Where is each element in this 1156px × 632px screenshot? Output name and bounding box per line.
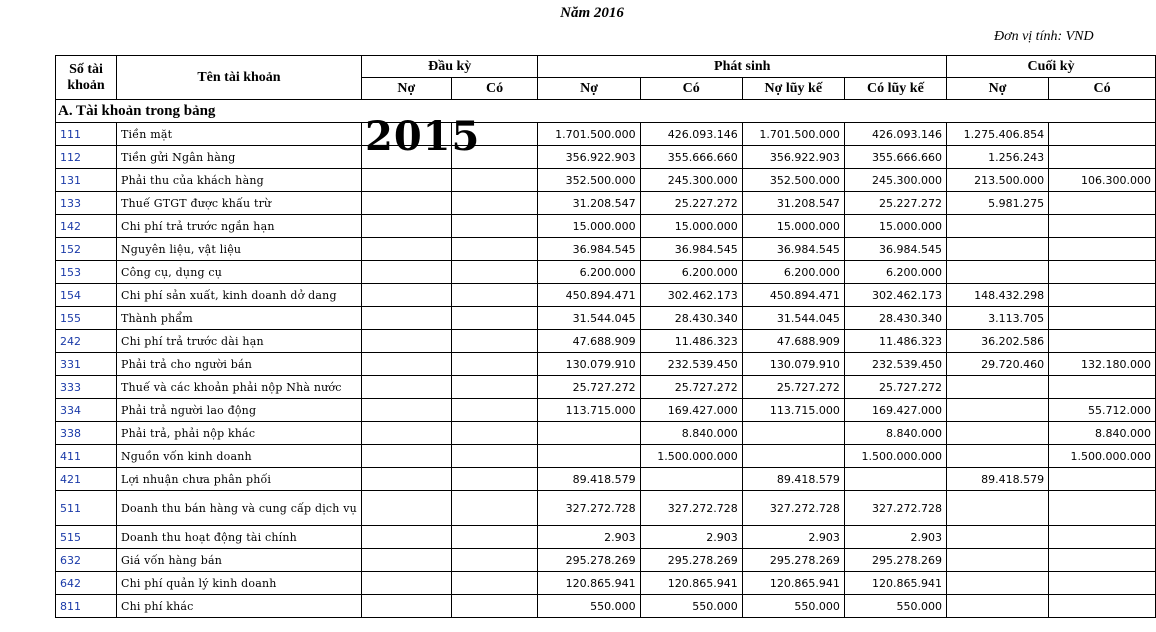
- account-code-link[interactable]: 421: [56, 468, 117, 491]
- amount-ps-no-lk: 1.701.500.000: [742, 123, 844, 146]
- amount-ck-co: [1049, 238, 1156, 261]
- amount-dk-co: [451, 261, 538, 284]
- header-account-no: Số tài khoản: [56, 56, 117, 100]
- table-body: [56, 100, 1156, 618]
- amount-ck-no: [946, 215, 1048, 238]
- amount-dk-co: [451, 399, 538, 422]
- amount-ps-co-lk: 120.865.941: [844, 572, 946, 595]
- amount-ck-co: 8.840.000: [1049, 422, 1156, 445]
- amount-ps-co: [640, 468, 742, 491]
- amount-ps-co: 327.272.728: [640, 491, 742, 526]
- amount-ps-co-lk: 8.840.000: [844, 422, 946, 445]
- amount-ps-no: 89.418.579: [538, 468, 640, 491]
- account-name: Thuế GTGT được khấu trừ: [116, 192, 361, 215]
- amount-dk-no: [361, 468, 451, 491]
- amount-ps-co: 6.200.000: [640, 261, 742, 284]
- amount-ck-co: [1049, 330, 1156, 353]
- table-row: [56, 192, 1156, 215]
- amount-ps-co: 295.278.269: [640, 549, 742, 572]
- account-code-link[interactable]: 242: [56, 330, 117, 353]
- header-closing-credit: Có: [1049, 78, 1156, 100]
- amount-ps-co-lk: 11.486.323: [844, 330, 946, 353]
- amount-ps-co-lk: 232.539.450: [844, 353, 946, 376]
- amount-ck-co: [1049, 491, 1156, 526]
- amount-ps-no: 25.727.272: [538, 376, 640, 399]
- amount-ck-co: [1049, 468, 1156, 491]
- account-code-link[interactable]: 111: [56, 123, 117, 146]
- amount-ps-no-lk: 25.727.272: [742, 376, 844, 399]
- amount-ps-no: 113.715.000: [538, 399, 640, 422]
- account-code-link[interactable]: 632: [56, 549, 117, 572]
- amount-ps-co: 355.666.660: [640, 146, 742, 169]
- amount-ck-no: 36.202.586: [946, 330, 1048, 353]
- amount-dk-no: [361, 238, 451, 261]
- amount-dk-co: [451, 468, 538, 491]
- amount-ps-co-lk: 6.200.000: [844, 261, 946, 284]
- amount-ps-no: 1.701.500.000: [538, 123, 640, 146]
- amount-ps-co-lk: 15.000.000: [844, 215, 946, 238]
- amount-ps-no: 130.079.910: [538, 353, 640, 376]
- amount-ps-co-lk: 295.278.269: [844, 549, 946, 572]
- amount-ps-co: 302.462.173: [640, 284, 742, 307]
- header-cumulative-credit: Có lũy kế: [844, 78, 946, 100]
- amount-ps-no: 356.922.903: [538, 146, 640, 169]
- amount-ck-no: [946, 376, 1048, 399]
- amount-ck-co: [1049, 526, 1156, 549]
- amount-ps-no-lk: 295.278.269: [742, 549, 844, 572]
- report-year: Năm 2016: [560, 5, 624, 21]
- amount-ck-no: 89.418.579: [946, 468, 1048, 491]
- amount-ck-co: 132.180.000: [1049, 353, 1156, 376]
- amount-ps-co-lk: 550.000: [844, 595, 946, 618]
- amount-ps-co-lk: 327.272.728: [844, 491, 946, 526]
- amount-ck-no: [946, 549, 1048, 572]
- account-name: Chi phí quản lý kinh doanh: [116, 572, 361, 595]
- amount-ps-no-lk: 31.208.547: [742, 192, 844, 215]
- trial-balance-table: [55, 55, 1156, 618]
- account-name: Nguồn vốn kinh doanh: [116, 445, 361, 468]
- amount-ps-co-lk: [844, 468, 946, 491]
- table-row: [56, 572, 1156, 595]
- table-row: [56, 595, 1156, 618]
- amount-ps-no-lk: 31.544.045: [742, 307, 844, 330]
- amount-dk-no: [361, 307, 451, 330]
- account-code-link[interactable]: 133: [56, 192, 117, 215]
- amount-dk-co: [451, 445, 538, 468]
- amount-ps-co-lk: 36.984.545: [844, 238, 946, 261]
- amount-ck-no: 3.113.705: [946, 307, 1048, 330]
- amount-ps-no: [538, 445, 640, 468]
- amount-ps-no-lk: 113.715.000: [742, 399, 844, 422]
- amount-ps-co-lk: 1.500.000.000: [844, 445, 946, 468]
- account-name: Giá vốn hàng bán: [116, 549, 361, 572]
- amount-dk-co: [451, 238, 538, 261]
- amount-dk-co: [451, 422, 538, 445]
- amount-ps-co: 120.865.941: [640, 572, 742, 595]
- amount-dk-co: [451, 491, 538, 526]
- table-row: [56, 399, 1156, 422]
- account-name: Nguyên liệu, vật liệu: [116, 238, 361, 261]
- amount-ck-no: 1.256.243: [946, 146, 1048, 169]
- amount-ps-co: 15.000.000: [640, 215, 742, 238]
- amount-ps-no: 15.000.000: [538, 215, 640, 238]
- amount-ck-no: 213.500.000: [946, 169, 1048, 192]
- amount-ps-no-lk: 120.865.941: [742, 572, 844, 595]
- account-code-link[interactable]: 811: [56, 595, 117, 618]
- amount-ps-no-lk: 89.418.579: [742, 468, 844, 491]
- amount-ck-no: [946, 491, 1048, 526]
- account-name: Phải trả cho người bán: [116, 353, 361, 376]
- amount-ps-no-lk: 6.200.000: [742, 261, 844, 284]
- amount-ps-no-lk: 15.000.000: [742, 215, 844, 238]
- account-name: Phải trả, phải nộp khác: [116, 422, 361, 445]
- amount-ck-co: [1049, 146, 1156, 169]
- table-row: [56, 376, 1156, 399]
- account-name: Tiền mặt: [116, 123, 361, 146]
- table-row: [56, 307, 1156, 330]
- amount-dk-no: [361, 192, 451, 215]
- amount-ps-co: 232.539.450: [640, 353, 742, 376]
- amount-ck-co: 1.500.000.000: [1049, 445, 1156, 468]
- amount-ps-no: 2.903: [538, 526, 640, 549]
- account-name: Phải thu của khách hàng: [116, 169, 361, 192]
- account-code-link[interactable]: 334: [56, 399, 117, 422]
- amount-ps-no: 47.688.909: [538, 330, 640, 353]
- amount-ps-co-lk: 25.227.272: [844, 192, 946, 215]
- amount-ck-co: [1049, 307, 1156, 330]
- amount-dk-no: [361, 215, 451, 238]
- amount-ps-no: [538, 422, 640, 445]
- account-name: Thuế và các khoản phải nộp Nhà nước: [116, 376, 361, 399]
- table-row: [56, 491, 1156, 526]
- amount-ps-no-lk: 36.984.545: [742, 238, 844, 261]
- amount-ck-no: [946, 422, 1048, 445]
- amount-dk-co: [451, 307, 538, 330]
- amount-ck-no: 29.720.460: [946, 353, 1048, 376]
- amount-ck-no: [946, 526, 1048, 549]
- amount-ck-no: 5.981.275: [946, 192, 1048, 215]
- amount-ps-co-lk: 169.427.000: [844, 399, 946, 422]
- amount-ck-co: [1049, 215, 1156, 238]
- account-name: Chi phí sản xuất, kinh doanh dở dang: [116, 284, 361, 307]
- amount-ps-no-lk: 130.079.910: [742, 353, 844, 376]
- amount-ck-co: [1049, 549, 1156, 572]
- account-code-link[interactable]: 515: [56, 526, 117, 549]
- header-account-name: Tên tài khoản: [116, 56, 361, 100]
- amount-ck-no: [946, 261, 1048, 284]
- amount-ps-no-lk: 356.922.903: [742, 146, 844, 169]
- account-name: Chi phí trả trước dài hạn: [116, 330, 361, 353]
- account-code-link[interactable]: 153: [56, 261, 117, 284]
- amount-dk-no: [361, 376, 451, 399]
- account-code-link[interactable]: 155: [56, 307, 117, 330]
- amount-dk-no: [361, 491, 451, 526]
- table-row: [56, 549, 1156, 572]
- amount-ps-no: 31.544.045: [538, 307, 640, 330]
- amount-ck-no: [946, 238, 1048, 261]
- amount-ps-co: 426.093.146: [640, 123, 742, 146]
- year-annotation: 2015: [365, 113, 481, 160]
- amount-dk-no: [361, 330, 451, 353]
- amount-dk-co: [451, 595, 538, 618]
- amount-ps-co-lk: 355.666.660: [844, 146, 946, 169]
- amount-ps-co: 25.227.272: [640, 192, 742, 215]
- account-code-link[interactable]: 511: [56, 491, 117, 526]
- table-row: [56, 353, 1156, 376]
- header-movement-credit: Có: [640, 78, 742, 100]
- account-code-link[interactable]: 142: [56, 215, 117, 238]
- amount-ps-co-lk: 245.300.000: [844, 169, 946, 192]
- account-code-link[interactable]: 642: [56, 572, 117, 595]
- amount-dk-co: [451, 353, 538, 376]
- amount-dk-co: [451, 330, 538, 353]
- account-code-link[interactable]: 338: [56, 422, 117, 445]
- amount-ck-no: [946, 445, 1048, 468]
- amount-ck-co: [1049, 123, 1156, 146]
- amount-ps-co: 25.727.272: [640, 376, 742, 399]
- account-name: Doanh thu bán hàng và cung cấp dịch vụ: [116, 491, 361, 526]
- table-row: [56, 123, 1156, 146]
- amount-ps-co-lk: 28.430.340: [844, 307, 946, 330]
- account-code-link[interactable]: 131: [56, 169, 117, 192]
- header-movement-debit: Nợ: [538, 78, 640, 100]
- section-heading: A. Tài khoản trong bảng: [56, 100, 1156, 123]
- amount-dk-no: [361, 549, 451, 572]
- amount-ps-co: 169.427.000: [640, 399, 742, 422]
- table-row: [56, 526, 1156, 549]
- amount-ps-no: 352.500.000: [538, 169, 640, 192]
- header-closing: Cuối kỳ: [946, 56, 1155, 78]
- table-row: [56, 238, 1156, 261]
- account-name: Chi phí khác: [116, 595, 361, 618]
- amount-dk-no: [361, 445, 451, 468]
- amount-dk-no: [361, 169, 451, 192]
- amount-ck-no: 1.275.406.854: [946, 123, 1048, 146]
- table-row: [56, 422, 1156, 445]
- account-code-link[interactable]: 154: [56, 284, 117, 307]
- header-opening: Đầu kỳ: [361, 56, 538, 78]
- account-name: Phải trả người lao động: [116, 399, 361, 422]
- amount-ck-co: [1049, 192, 1156, 215]
- amount-ps-no-lk: 352.500.000: [742, 169, 844, 192]
- amount-ps-no: 295.278.269: [538, 549, 640, 572]
- amount-ck-co: [1049, 284, 1156, 307]
- account-code-link[interactable]: 112: [56, 146, 117, 169]
- amount-ps-co: 2.903: [640, 526, 742, 549]
- amount-dk-no: [361, 526, 451, 549]
- amount-dk-co: [451, 526, 538, 549]
- amount-ps-no-lk: 550.000: [742, 595, 844, 618]
- amount-ps-no-lk: 2.903: [742, 526, 844, 549]
- account-name: Thành phẩm: [116, 307, 361, 330]
- amount-ck-no: [946, 572, 1048, 595]
- amount-ps-no: 31.208.547: [538, 192, 640, 215]
- table-row: [56, 284, 1156, 307]
- account-code-link[interactable]: 333: [56, 376, 117, 399]
- amount-ck-no: [946, 399, 1048, 422]
- amount-dk-co: [451, 572, 538, 595]
- amount-ck-co: 106.300.000: [1049, 169, 1156, 192]
- amount-dk-no: [361, 353, 451, 376]
- amount-ps-no: 36.984.545: [538, 238, 640, 261]
- amount-ps-no: 6.200.000: [538, 261, 640, 284]
- amount-ps-no-lk: [742, 445, 844, 468]
- amount-ck-co: [1049, 376, 1156, 399]
- amount-ps-no: 550.000: [538, 595, 640, 618]
- header-cumulative-debit: Nợ lũy kế: [742, 78, 844, 100]
- amount-dk-co: [451, 549, 538, 572]
- header-opening-credit: Có: [451, 78, 538, 100]
- amount-ps-co: 36.984.545: [640, 238, 742, 261]
- table-row: [56, 330, 1156, 353]
- amount-ps-co-lk: 302.462.173: [844, 284, 946, 307]
- amount-dk-co: [451, 215, 538, 238]
- amount-ps-co: 11.486.323: [640, 330, 742, 353]
- table-row: [56, 445, 1156, 468]
- account-name: Công cụ, dụng cụ: [116, 261, 361, 284]
- amount-dk-no: [361, 284, 451, 307]
- amount-dk-no: [361, 422, 451, 445]
- table-row: [56, 169, 1156, 192]
- amount-ps-no-lk: [742, 422, 844, 445]
- account-name: Tiền gửi Ngân hàng: [116, 146, 361, 169]
- amount-dk-co: [451, 284, 538, 307]
- amount-ck-co: [1049, 261, 1156, 284]
- header-movement: Phát sinh: [538, 56, 947, 78]
- amount-ck-no: [946, 595, 1048, 618]
- amount-ck-co: [1049, 595, 1156, 618]
- header-closing-debit: Nợ: [946, 78, 1048, 100]
- amount-ps-co: 8.840.000: [640, 422, 742, 445]
- amount-ps-no: 120.865.941: [538, 572, 640, 595]
- amount-ps-no-lk: 47.688.909: [742, 330, 844, 353]
- table-row: [56, 215, 1156, 238]
- amount-dk-no: [361, 572, 451, 595]
- account-code-link[interactable]: 331: [56, 353, 117, 376]
- amount-dk-co: [451, 169, 538, 192]
- amount-ps-no: 327.272.728: [538, 491, 640, 526]
- amount-dk-no: [361, 399, 451, 422]
- amount-ck-co: 55.712.000: [1049, 399, 1156, 422]
- amount-dk-co: [451, 192, 538, 215]
- amount-ck-no: 148.432.298: [946, 284, 1048, 307]
- table-row: [56, 261, 1156, 284]
- table-row: [56, 146, 1156, 169]
- amount-ps-co: 550.000: [640, 595, 742, 618]
- amount-ps-co: 245.300.000: [640, 169, 742, 192]
- amount-dk-no: [361, 595, 451, 618]
- amount-ps-co: 1.500.000.000: [640, 445, 742, 468]
- account-code-link[interactable]: 152: [56, 238, 117, 261]
- account-name: Chi phí trả trước ngắn hạn: [116, 215, 361, 238]
- amount-dk-co: [451, 376, 538, 399]
- currency-unit: Đơn vị tính: VND: [994, 29, 1094, 44]
- amount-ps-co-lk: 2.903: [844, 526, 946, 549]
- amount-ps-no-lk: 450.894.471: [742, 284, 844, 307]
- account-name: Lợi nhuận chưa phân phối: [116, 468, 361, 491]
- amount-ps-co-lk: 426.093.146: [844, 123, 946, 146]
- account-code-link[interactable]: 411: [56, 445, 117, 468]
- amount-ps-no-lk: 327.272.728: [742, 491, 844, 526]
- amount-dk-no: [361, 261, 451, 284]
- amount-ps-co: 28.430.340: [640, 307, 742, 330]
- amount-ps-co-lk: 25.727.272: [844, 376, 946, 399]
- amount-ps-no: 450.894.471: [538, 284, 640, 307]
- account-name: Doanh thu hoạt động tài chính: [116, 526, 361, 549]
- header-opening-debit: Nợ: [361, 78, 451, 100]
- amount-ck-co: [1049, 572, 1156, 595]
- table-row: [56, 468, 1156, 491]
